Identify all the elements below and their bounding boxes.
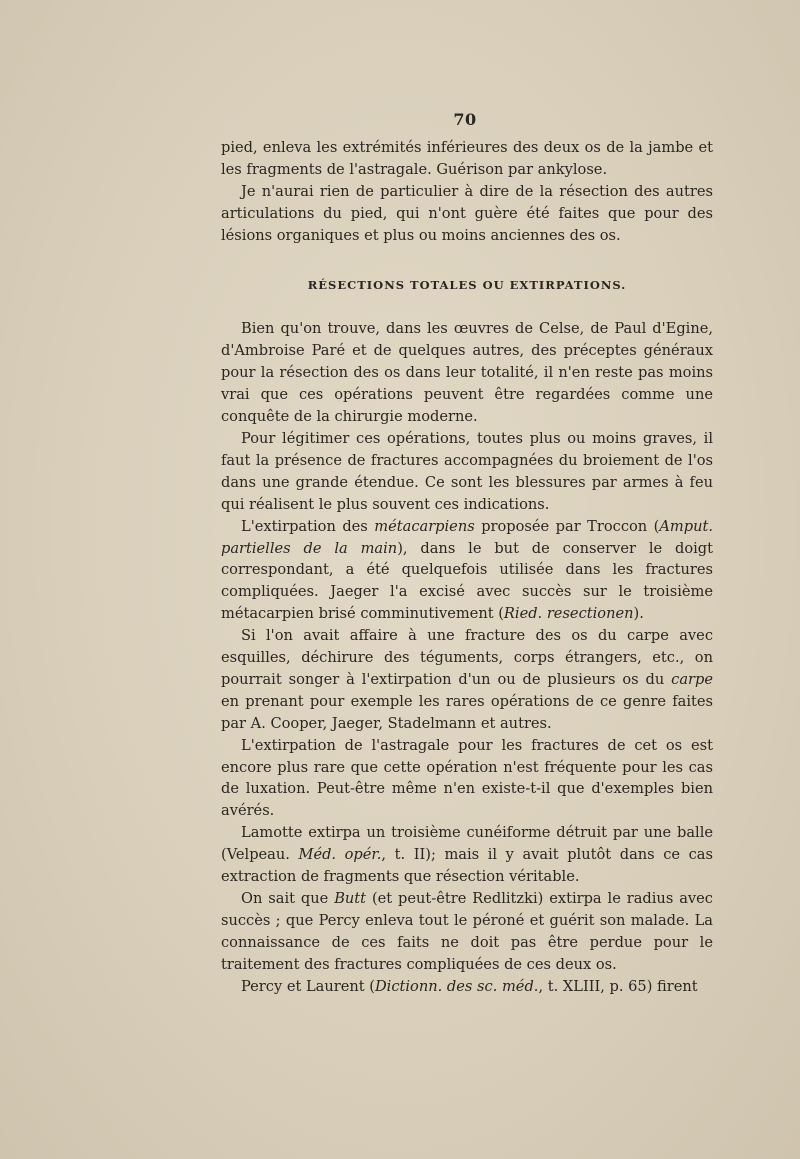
paragraph	[221, 625, 713, 735]
italic-citation: Amput. partielles de la main	[221, 517, 713, 557]
paragraph	[221, 976, 713, 998]
text-run: en prenant pour exemple les rares opérations de ce genre faites par A. Cooper, Jaeger, Stadelmann et autres.	[221, 692, 713, 732]
paragraph	[221, 888, 713, 976]
text-run: ), dans le but de conserver le doigt correspondant, a été quelquefois utilisée dans les fractures compliquées. Jaeger l'a excisé avec succès sur le troisième métacarpien brisé comminutivement (	[221, 539, 713, 623]
paragraph	[221, 516, 713, 626]
text-run: , t. II); mais il y avait plutôt dans ce cas extraction de fragments que résection véritable.	[221, 846, 713, 886]
page-number: 70	[453, 110, 477, 129]
paragraph: L'extirpation de l'astragale pour les fractures de cet os est encore plus rare que cette opération n'est fréquente pour les cas de luxation. Peut-être même n'en existe-t-il que d'exemples bien avérés.	[221, 736, 713, 820]
italic-citation: Dictionn. des sc. méd.	[374, 977, 539, 995]
paragraph-continued: pied, enleva les extrémités inférieures des deux os de la jambe et les fragments de l'astragale. Guérison par ankylose.	[221, 139, 713, 178]
text-run: Percy et Laurent (	[241, 977, 375, 995]
body-text	[221, 137, 713, 998]
text-run: ).	[633, 605, 644, 623]
text-run: Lamotte extirpa un troisième cunéiforme détruit par une balle (Velpeau.	[221, 824, 713, 864]
paragraph: Je n'aurai rien de particulier à dire de la résection des autres articulations du pied, qui n'ont guère été faites que pour des lésions organiques et plus ou moins anciennes des os.	[221, 182, 713, 244]
text-run: proposée par Troccon (	[474, 517, 660, 535]
text-run: On sait que	[241, 890, 335, 907]
italic-term: carpe	[671, 670, 713, 688]
paragraph: Bien qu'on trouve, dans les œuvres de Celse, de Paul d'Egine, d'Ambroise Paré et de quelques autres, des préceptes généraux pour la résection des os dans leur totalité, il n'en reste pas moins vrai que ces opérations peuvent être regardées comme une conquête de la chirurgie moderne.	[221, 320, 713, 426]
italic-citation: Méd. opér.	[298, 846, 382, 864]
text-run: L'extirpation des	[241, 517, 375, 535]
italic-name: Butt	[334, 890, 367, 907]
text-run: Si l'on avait affaire à une fracture des os du carpe avec esquilles, déchirure des téguments, corps étrangers, etc., on pourrait songer à l'extirpation d'un ou de plusieurs os du	[221, 627, 713, 688]
paragraph: Pour légitimer ces opérations, toutes plus ou moins graves, il faut la présence de fractures accompagnées du broiement de l'os dans une grande étendue. Ce sont les blessures par armes à feu qui réalisent le plus souvent ces indications.	[221, 429, 713, 513]
italic-term: métacarpiens	[374, 517, 475, 535]
section-heading: RÉSECTIONS TOTALES OU EXTIRPATIONS.	[307, 277, 627, 292]
paragraph	[221, 822, 713, 888]
text-run: (et peut-être Redlitzki) extirpa le radius avec succès ; que Percy enleva tout le péroné et guérit son malade. La connaissance de ces faits ne doit pas être perdue pour le traitement des fractures compliquées de ces deux os.	[221, 890, 713, 973]
italic-citation: Ried. resectionen	[503, 605, 634, 623]
text-run: , t. XLIII, p. 65) firent	[538, 977, 698, 995]
